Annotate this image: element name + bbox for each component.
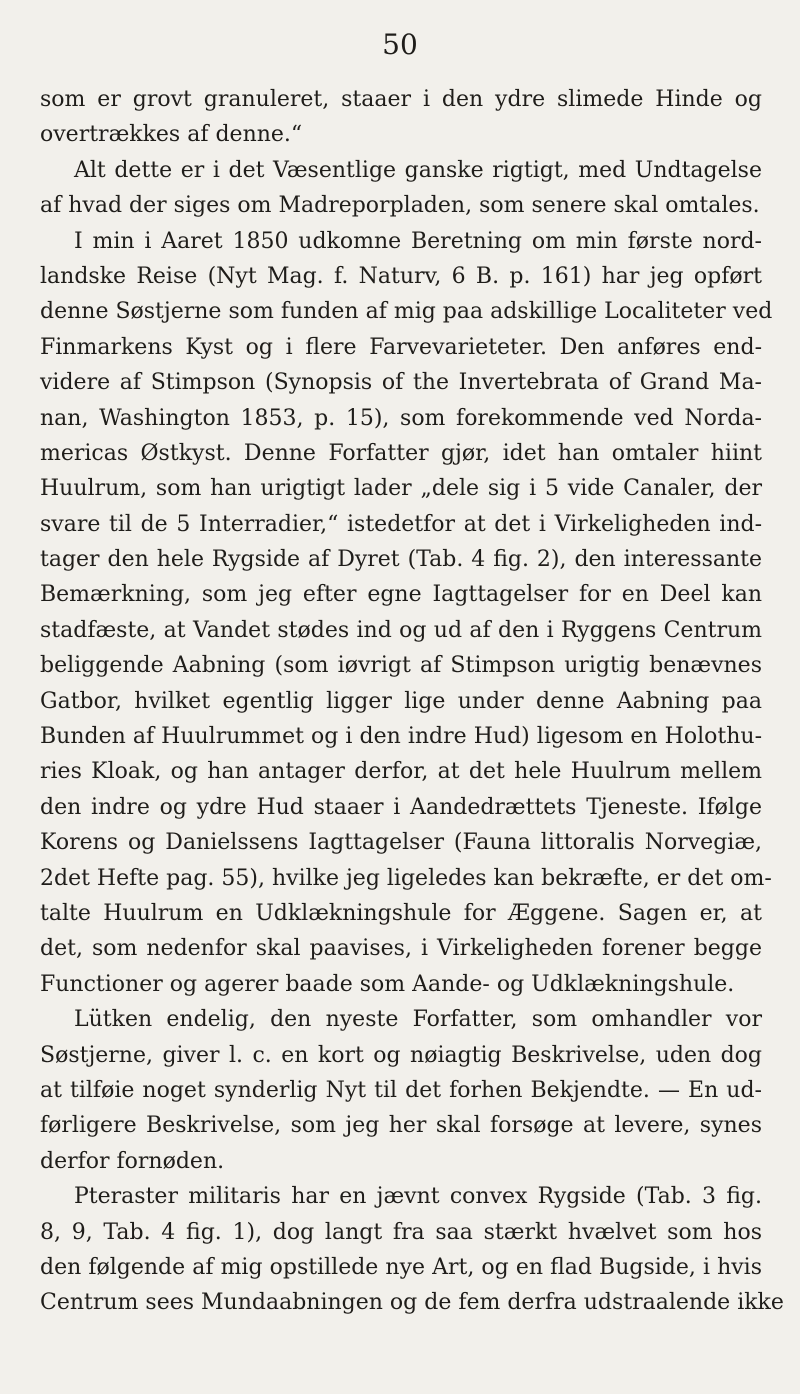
text-line: svare til de 5 Interradier,“ istedetfor at det i Virkeligheden ind- (40, 511, 762, 537)
text-line: Functioner og agerer baade som Aande- og Udklækningshule. (40, 971, 735, 997)
text-line: den indre og ydre Hud staaer i Aandedrættets Tjeneste. Ifølge (40, 794, 762, 820)
text-line: Gatbor, hvilket egentlig ligger lige under denne Aabning paa (40, 688, 762, 714)
text-line: derfor fornøden. (40, 1148, 225, 1174)
text-line: tager den hele Rygside af Dyret (Tab. 4 fig. 2), den interessante (40, 547, 762, 573)
text-line: mericas Østkyst. Denne Forfatter gjør, idet han omtaler hiint (40, 440, 762, 466)
text-line: denne Søstjerne som funden af mig paa adskillige Localiteter ved (40, 299, 773, 325)
text-line: 2det Hefte pag. 55), hvilke jeg ligeledes kan bekræfte, er det om- (40, 865, 772, 891)
text-line: landske Reise (Nyt Mag. f. Naturv, 6 B. p. 161) har jeg opført (40, 263, 762, 289)
text-line: stadfæste, at Vandet stødes ind og ud af den i Ryggens Centrum (40, 617, 762, 643)
text-line: Søstjerne, giver l. c. en kort og nøiagtig Beskrivelse, uden dog (40, 1042, 762, 1068)
text-line: overtrækkes af denne.“ (40, 122, 303, 148)
text-line: den følgende af mig opstillede nye Art, og en flad Bugside, i hvis (40, 1254, 762, 1280)
text-line: Finmarkens Kyst og i flere Farvevarieteter. Den anføres end- (40, 334, 762, 360)
text-line: Pteraster militaris har en jævnt convex Rygside (Tab. 3 fig. (74, 1184, 762, 1210)
text-line: nan, Washington 1853, p. 15), som forekommende ved Norda- (40, 405, 762, 431)
text-line: af hvad der siges om Madreporpladen, som senere skal omtales. (40, 193, 760, 219)
text-line: Bemærkning, som jeg efter egne Iagttagelser for en Deel kan (40, 582, 762, 608)
text-line: Lütken endelig, den nyeste Forfatter, som omhandler vor (74, 1007, 762, 1033)
text-line: Huulrum, som han urigtigt lader „dele sig i 5 vide Canaler, der (40, 476, 762, 502)
text-line: ries Kloak, og han antager derfor, at det hele Huulrum mellem (40, 759, 762, 785)
page-number: 50 (382, 28, 418, 61)
text-line: I min i Aaret 1850 udkomne Beretning om min første nord- (74, 228, 762, 254)
body-text (40, 82, 784, 1321)
text-line: Bunden af Huulrummet og i den indre Hud) ligesom en Holothu- (40, 724, 762, 750)
text-line: som er grovt granuleret, staaer i den ydre slimede Hinde og (40, 87, 762, 112)
text-line: førligere Beskrivelse, som jeg her skal forsøge at levere, synes (40, 1113, 762, 1139)
text-line: 8, 9, Tab. 4 fig. 1), dog langt fra saa stærkt hvælvet som hos (40, 1219, 762, 1245)
text-line: Centrum sees Mundaabningen og de fem derfra udstraalende ikke (40, 1290, 784, 1316)
text-line: at tilføie noget synderlig Nyt til det forhen Bekjendte. — En ud- (40, 1077, 762, 1103)
text-line: videre af Stimpson (Synopsis of the Invertebrata of Grand Ma- (40, 370, 762, 396)
text-line: beliggende Aabning (som iøvrigt af Stimpson urigtig benævnes (40, 653, 762, 679)
text-line: talte Huulrum en Udklækningshule for Æggene. Sagen er, at (40, 900, 762, 926)
text-line: Korens og Danielssens Iagttagelser (Fauna littoralis Norvegiæ, (40, 830, 762, 856)
text-line: Alt dette er i det Væsentlige ganske rigtigt, med Undtagelse (74, 157, 762, 183)
text-line: det, som nedenfor skal paavises, i Virkeligheden forener begge (40, 936, 762, 962)
